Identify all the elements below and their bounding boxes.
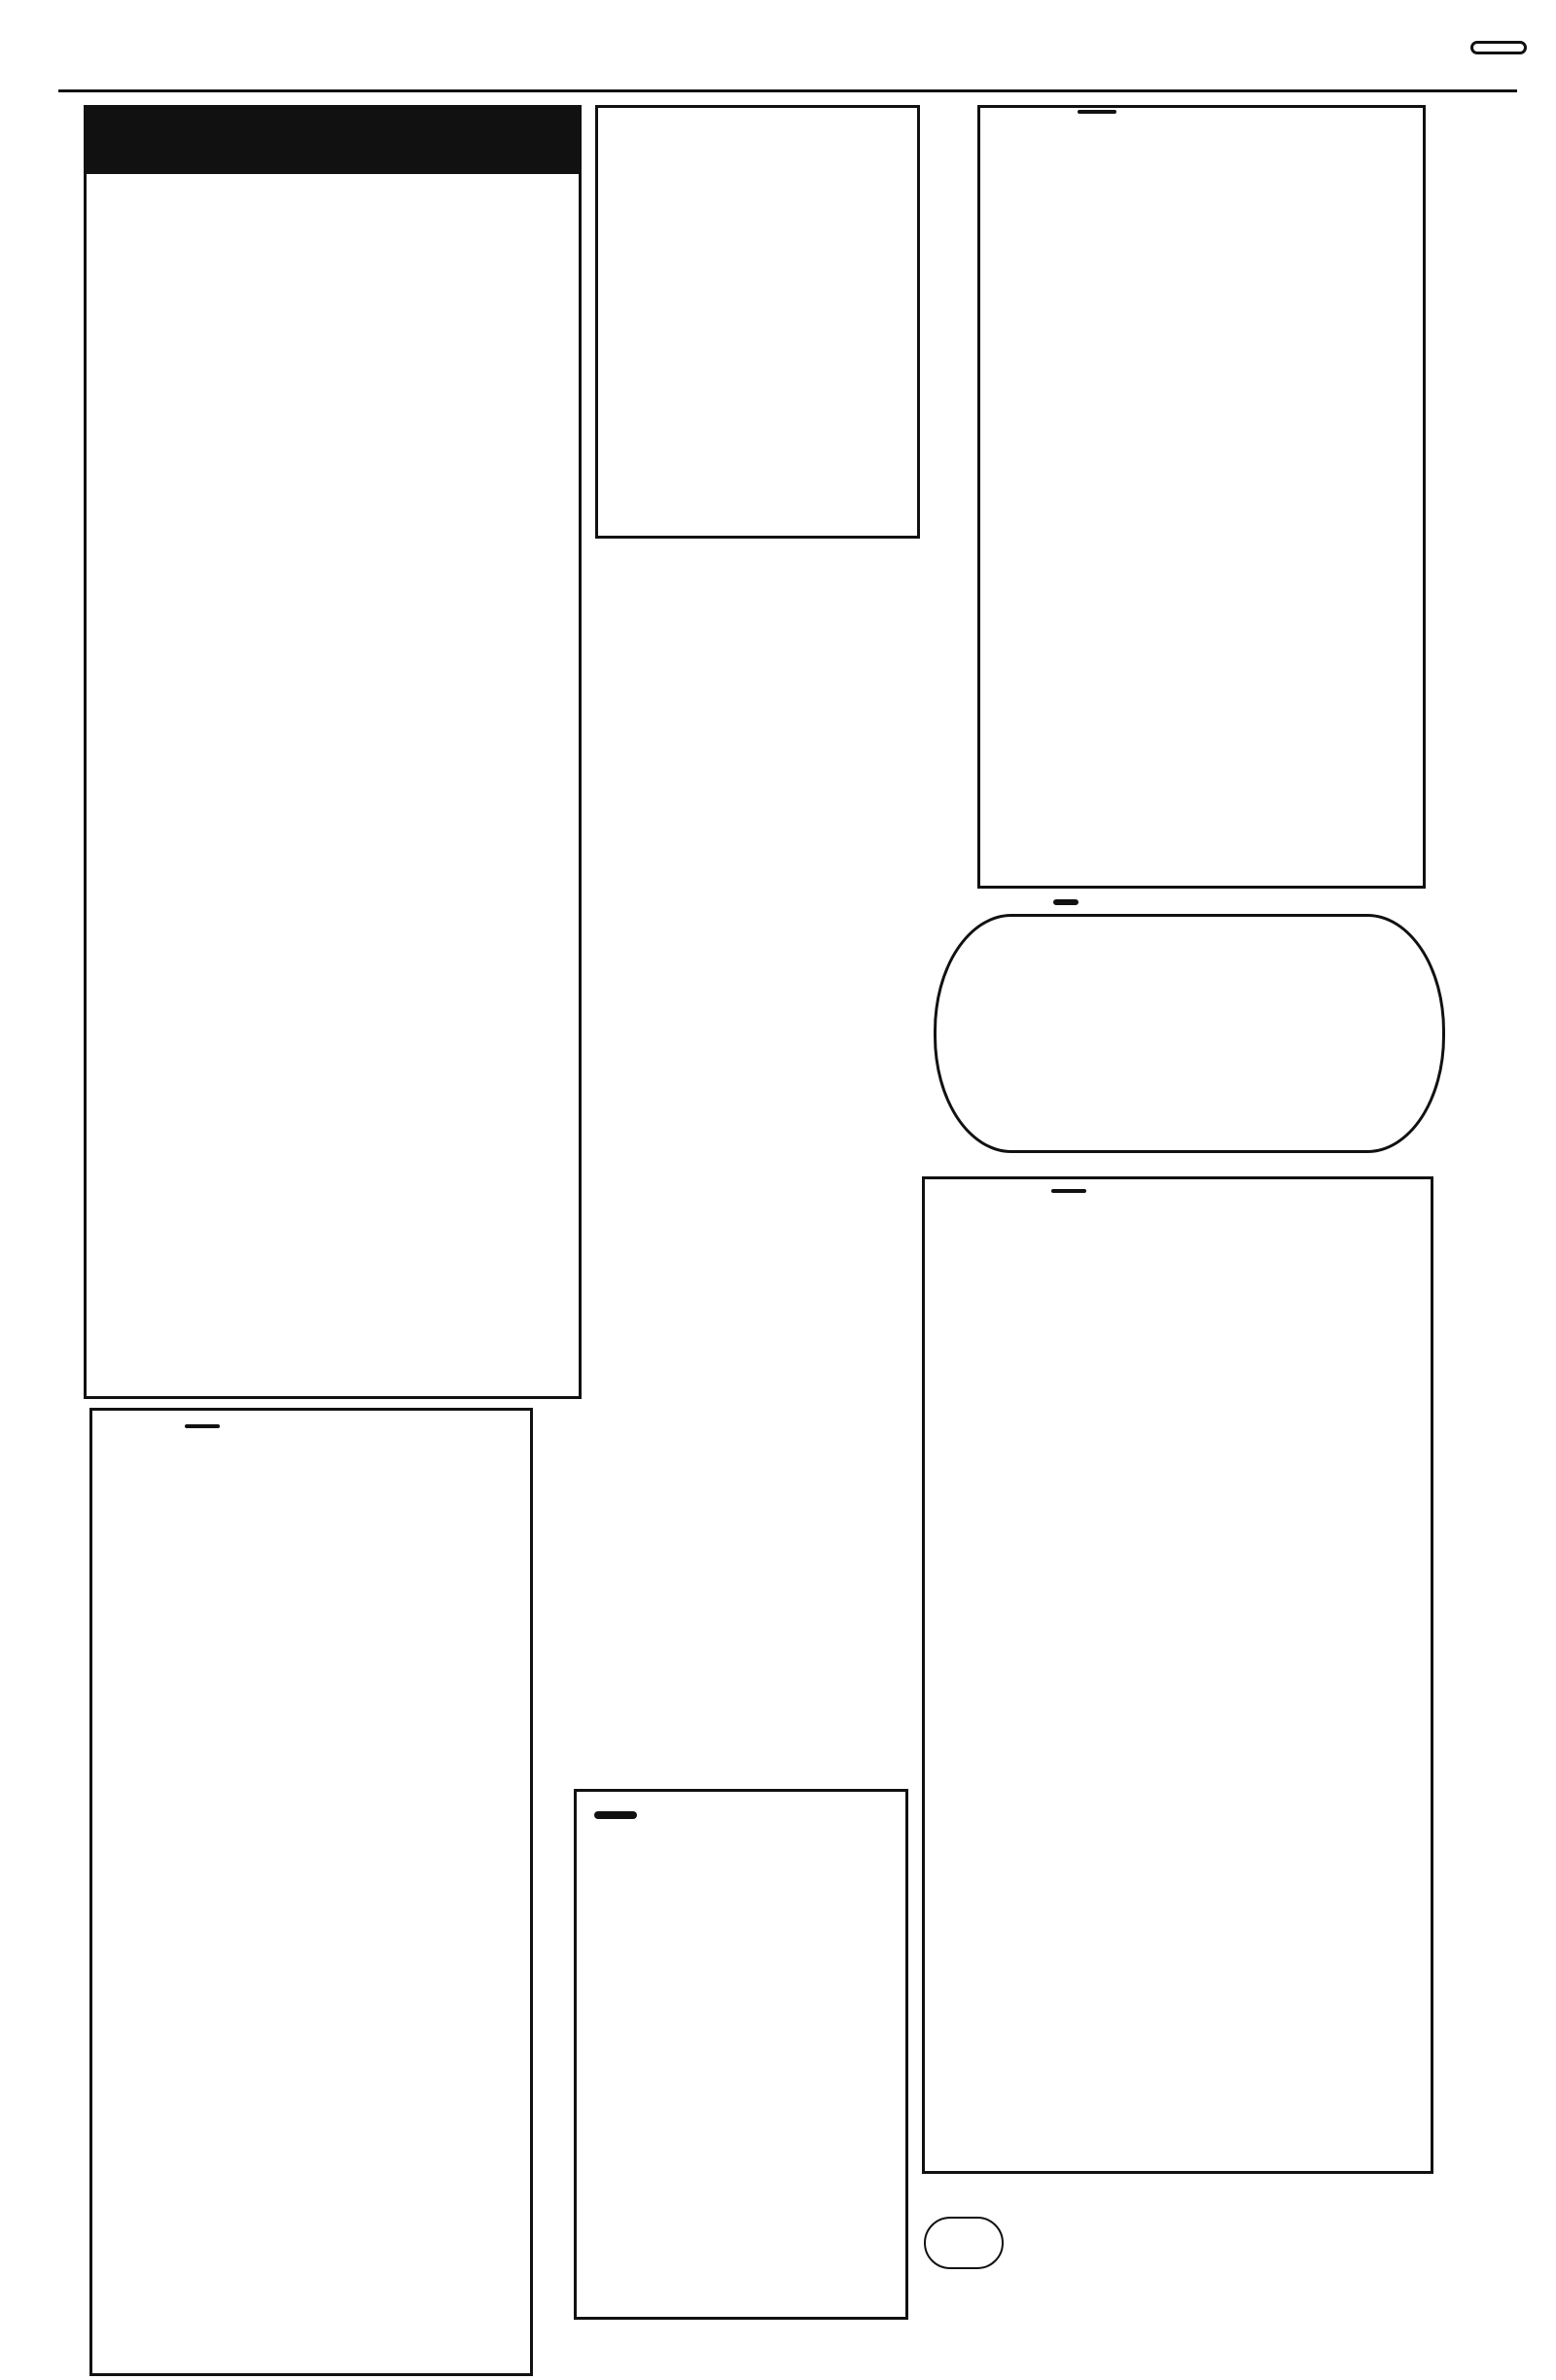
night-subbar	[980, 110, 1423, 143]
rajnight-subbar	[92, 1415, 530, 1461]
kalyan-night-panel	[977, 105, 1426, 889]
rajday-name	[1051, 1189, 1086, 1193]
saptahik-title	[594, 1811, 637, 1819]
weekly-circle	[924, 2217, 1004, 2269]
rajnight-name	[185, 1424, 220, 1428]
night-name	[1078, 110, 1116, 114]
kalyan-panel	[84, 105, 582, 1399]
weekly-king-panel	[922, 2188, 1428, 2333]
saptahik-panel	[574, 1789, 908, 2320]
jackpot-title	[1053, 899, 1079, 905]
rajdhani-day-panel	[922, 1176, 1433, 2174]
kalyan-title-bar	[87, 108, 579, 174]
page-header	[0, 37, 1556, 95]
jackpot-panel	[934, 914, 1445, 1153]
rajdhani-night-panel	[89, 1408, 533, 2376]
header-rule	[58, 89, 1517, 92]
kalyan-title	[87, 108, 579, 112]
rajday-subbar	[925, 1181, 1431, 1230]
page-number	[1470, 41, 1527, 54]
superstar-panel	[595, 105, 920, 539]
